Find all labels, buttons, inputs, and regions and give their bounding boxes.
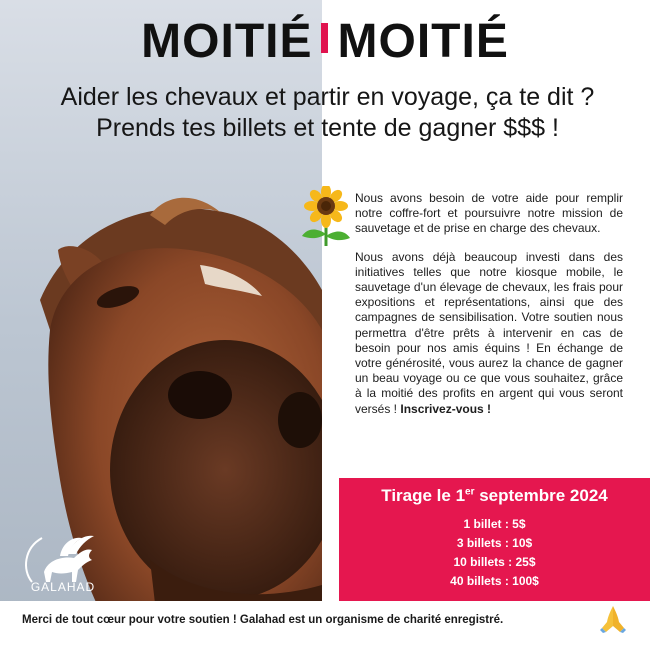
page-title [0, 14, 650, 69]
paragraph-2 [355, 250, 623, 417]
logo-text: GALAHAD [30, 580, 96, 594]
sunflower-icon [300, 186, 352, 248]
price-list [339, 515, 650, 591]
draw-title-suffix: septembre 2024 [474, 486, 608, 505]
headline: Aider les chevaux et partir en voyage, ça te dit ? Prends tes billets et tente de gagner $$$ ! [60, 83, 595, 142]
body-text [355, 191, 623, 430]
draw-title-sup: er [465, 486, 475, 498]
title-right: MOITIÉ [337, 15, 509, 68]
price-item: 40 billets : 100$ [450, 574, 539, 588]
paragraph-2-text: Nous avons déjà beaucoup investi dans des initiatives telles que notre kiosque mobile, le sauvetage d'un élevage de chevaux, les frais pour expositions et représentations, ainsi que des campagnes de sensibilisation. Votre soutien nous permettra d'être prêts à intervenir en cas de besoin pour nos amis équins ! En échange de votre générosité, vous aurez la chance de gagner un beau voyage ou ce que vous souhaitez, grâce à la moitié des profits en argent qui vous seront versés ! [355, 249, 623, 416]
footer-text: Merci de tout cœur pour votre soutien ! Galahad est un organisme de charité enregistré. [22, 614, 504, 626]
signup-cta[interactable]: Inscrivez-vous ! [400, 401, 492, 416]
price-item: 10 billets : 25$ [453, 555, 536, 569]
footer [0, 601, 650, 647]
price-item: 1 billet : 5$ [463, 517, 526, 531]
draw-title [339, 486, 650, 506]
praying-hands-icon [598, 604, 628, 634]
draw-box [339, 478, 650, 601]
draw-title-prefix: Tirage le 1 [381, 486, 466, 505]
price-item: 3 billets : 10$ [456, 536, 533, 550]
title-left: MOITIÉ [141, 15, 313, 68]
paragraph-1: Nous avons besoin de votre aide pour remplir notre coffre-fort et poursuivre notre mission de sauvetage et de prise en charge des chevaux. [355, 191, 623, 236]
title-separator [321, 23, 328, 53]
